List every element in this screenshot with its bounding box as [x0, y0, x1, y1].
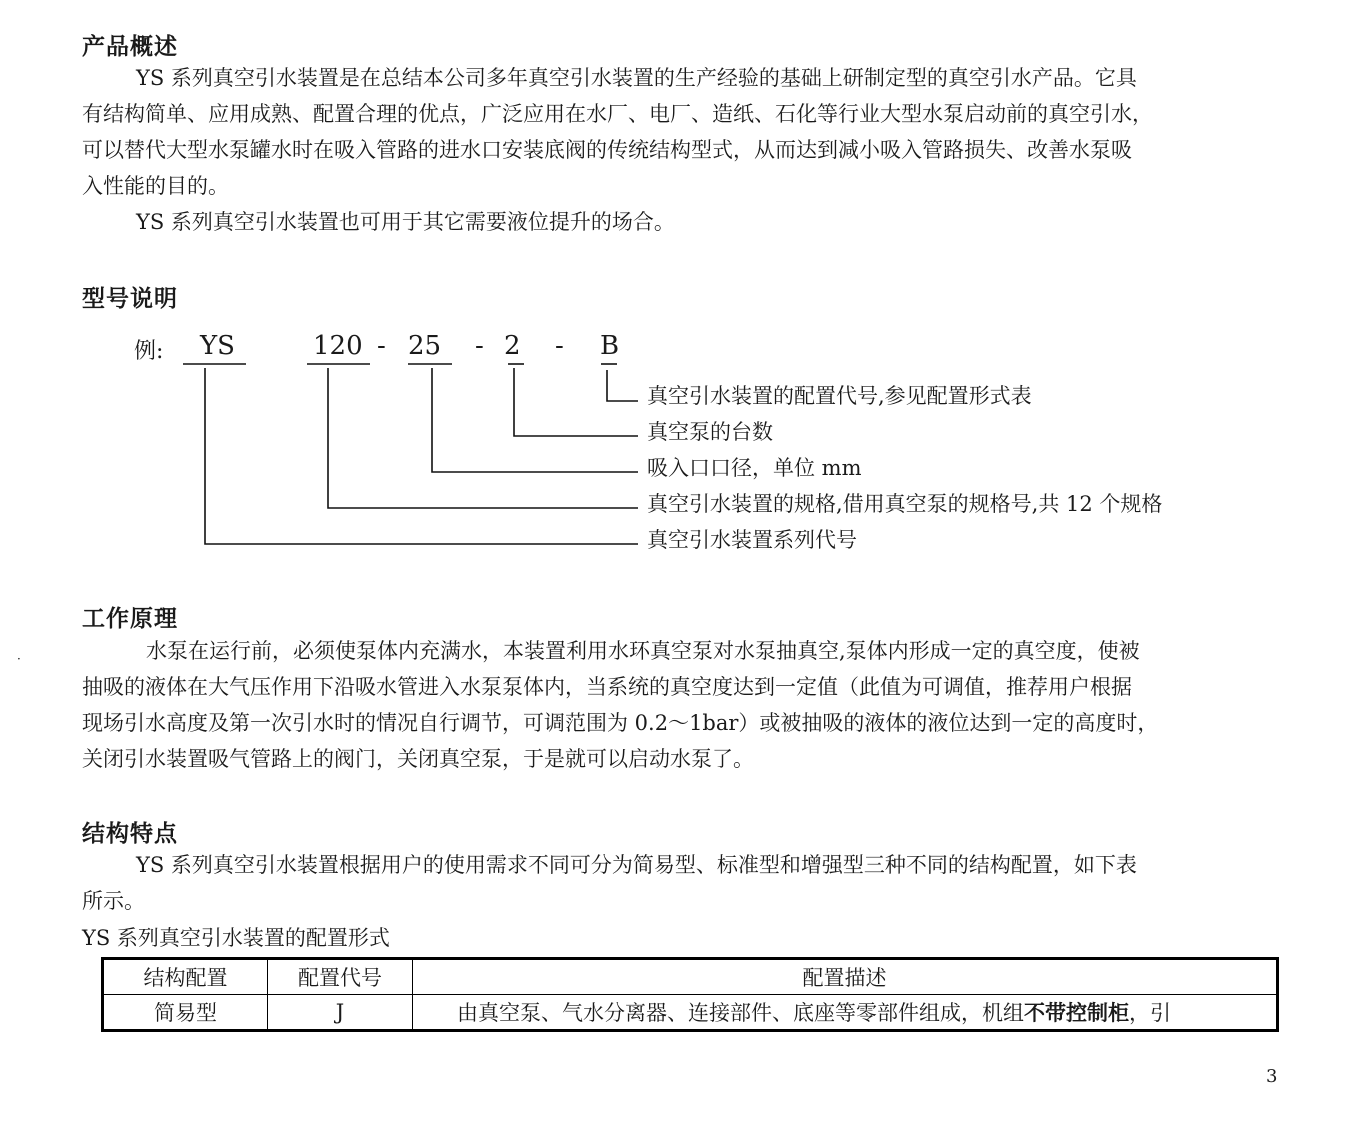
cell-structure-type: 简易型: [103, 995, 268, 1031]
table-row: [103, 995, 1278, 1031]
page-number: 3: [1266, 1066, 1278, 1087]
model-desc-size: 真空引水装置的规格,借用真空泵的规格号,共 12 个规格: [647, 492, 1163, 516]
cell-config-description: [413, 995, 1278, 1031]
model-desc-config: 真空引水装置的配置代号,参见配置形式表: [647, 384, 1032, 408]
overview-line: 可以替代大型水泵罐水时在吸入管路的进水口安装底阀的传统结构型式，从而达到减小吸入管路损失、改善水泵吸: [82, 138, 1132, 162]
overview-line: 有结构简单、应用成熟、配置合理的优点，广泛应用在水厂、电厂、造纸、石化等行业大型水泵启动前的真空引水，: [82, 102, 1153, 126]
config-table: [101, 957, 1279, 1032]
structure-paragraph: [82, 847, 1277, 919]
model-desc-pump-count: 真空泵的台数: [647, 420, 773, 444]
model-part-series: YS: [200, 331, 235, 361]
principle-line: 关闭引水装置吸气管路上的阀门，关闭真空泵，于是就可以启动水泵了。: [82, 747, 754, 771]
principle-line: 现场引水高度及第一次引水时的情况自行调节，可调范围为 0.2～1bar）或被抽吸的液体的液位达到一定的高度时，: [82, 711, 1159, 735]
model-part-config: B: [600, 331, 620, 361]
col-header-structure: 结构配置: [103, 959, 268, 995]
model-dash: -: [377, 331, 386, 361]
section-heading-model: 型号说明: [82, 286, 178, 312]
desc-bold-text: 不带控制柜: [1024, 1001, 1129, 1025]
col-header-description: 配置描述: [413, 959, 1278, 995]
desc-text: ，引: [1129, 1001, 1171, 1025]
example-label: 例:: [134, 339, 164, 364]
model-desc-inlet: 吸入口口径，单位 mm: [647, 456, 862, 480]
section-heading-structure: 结构特点: [82, 821, 178, 847]
overview-line: 入性能的目的。: [82, 174, 229, 198]
structure-line: YS 系列真空引水装置根据用户的使用需求不同可分为简易型、标准型和增强型三种不同的结构配置，如下表: [136, 853, 1137, 877]
model-desc-series: 真空引水装置系列代号: [647, 528, 857, 552]
structure-line: 所示。: [82, 889, 145, 913]
cell-config-code: J: [268, 995, 413, 1031]
section-heading-principle: 工作原理: [82, 606, 178, 632]
section-heading-overview: 产品概述: [82, 34, 178, 60]
principle-line: 抽吸的液体在大气压作用下沿吸水管进入水泵泵体内，当系统的真空度达到一定值（此值为可调值，推荐用户根据: [82, 675, 1132, 699]
principle-line: 水泵在运行前，必须使泵体内充满水，本装置利用水环真空泵对水泵抽真空,泵体内形成一定的真空度，使被: [146, 639, 1140, 663]
table-header-row: [103, 959, 1278, 995]
model-dash: -: [555, 331, 564, 361]
overview-paragraph: [82, 60, 1277, 204]
model-part-count: 2: [504, 331, 521, 361]
table-caption: YS 系列真空引水装置的配置形式: [82, 926, 390, 950]
col-header-code: 配置代号: [268, 959, 413, 995]
overview-paragraph-2: [82, 204, 1277, 240]
desc-text: 由真空泵、气水分离器、连接部件、底座等零部件组成，机组: [457, 1001, 1024, 1025]
overview-line: YS 系列真空引水装置是在总结本公司多年真空引水装置的生产经验的基础上研制定型的真空引水产品。它具: [136, 66, 1137, 90]
model-part-size: 120: [313, 331, 363, 361]
overview-line: YS 系列真空引水装置也可用于其它需要液位提升的场合。: [136, 210, 675, 234]
model-dash: -: [475, 331, 484, 361]
stray-mark: ·: [17, 652, 21, 666]
principle-paragraph: [82, 633, 1277, 777]
model-part-inlet: 25: [408, 331, 442, 361]
